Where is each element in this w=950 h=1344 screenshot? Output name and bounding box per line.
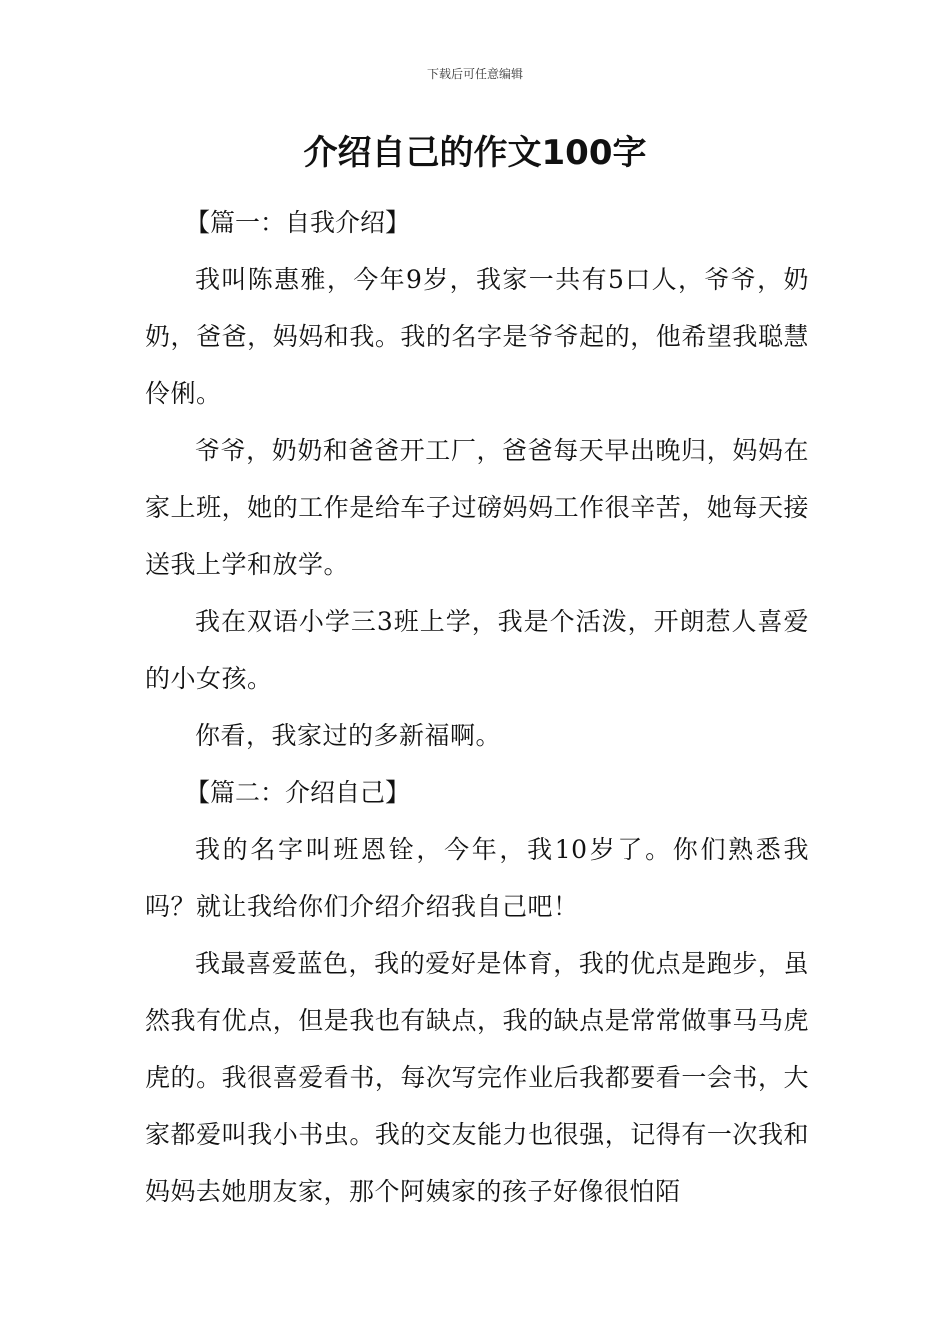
paragraph: 爷爷，奶奶和爸爸开工厂，爸爸每天早出晚归，妈妈在家上班，她的工作是给车子过磅妈妈工作很辛苦，她每天接送我上学和放学。 (145, 436, 809, 579)
header-note: 下载后可任意编辑 (426, 67, 523, 81)
document-title: 介绍自己的作文100字 (303, 133, 647, 173)
paragraph: 我最喜爱蓝色，我的爱好是体育，我的优点是跑步，虽然我有优点，但是我也有缺点，我的缺点是常常做事马马虎虎的。我很喜爱看书，每次写完作业后我都要看一会书，大家都爱叫我小书虫。我的交友能力也很强，记得有一次我和妈妈去她朋友家，那个阿姨家的孩子好像很怕陌 (145, 949, 809, 1206)
paragraph: 我在双语小学三3班上学，我是个活泼，开朗惹人喜爱的小女孩。 (145, 607, 809, 693)
paragraph: 我的名字叫班恩铨，今年，我10岁了。你们熟悉我吗？就让我给你们介绍介绍我自己吧！ (145, 835, 809, 921)
document-body (145, 194, 809, 1220)
paragraph: 你看，我家过的多新福啊。 (195, 721, 502, 750)
paragraph: 我叫陈惠雅，今年9岁，我家一共有5口人，爷爷，奶奶，爸爸，妈妈和我。我的名字是爷爷起的，他希望我聪慧伶俐。 (145, 265, 809, 408)
section-heading-1: 【篇一：自我介绍】 (185, 208, 411, 237)
section-heading-2: 【篇二：介绍自己】 (185, 778, 411, 807)
